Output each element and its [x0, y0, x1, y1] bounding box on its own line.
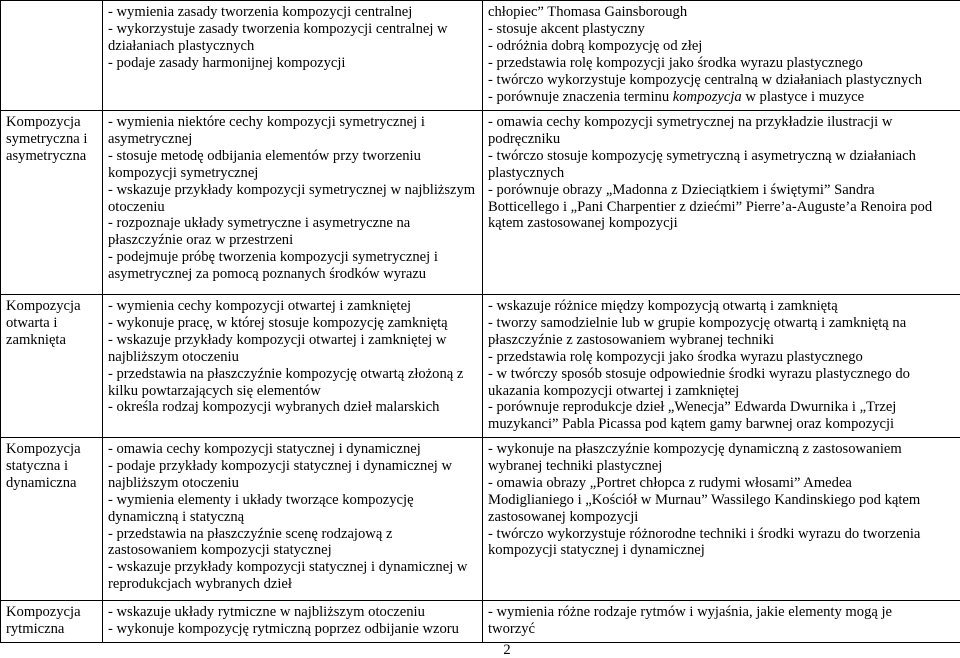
- topic-label: Kompozycja otwarta i zamknięta: [6, 298, 81, 348]
- requirement-item: - stosuje metodę odbijania elementów przy tworzeniu kompozycji symetrycznej: [108, 148, 480, 182]
- requirement-item: - przedstawia rolę kompozycji jako środka wyrazu plastycznego: [488, 55, 960, 72]
- requirement-item: - wymienia różne rodzaje rytmów i wyjaśnia, jakie elementy mogą je: [488, 604, 960, 621]
- basic-requirements-cell: [103, 111, 483, 295]
- requirement-item: - przedstawia na płaszczyźnie scenę rodzajową z zastosowaniem kompozycji statycznej: [108, 526, 480, 560]
- table-row: [1, 438, 960, 601]
- requirement-item: - omawia cechy kompozycji statycznej i dynamicznej: [108, 441, 480, 458]
- requirement-item: - wskazuje różnice między kompozycją otwartą i zamkniętą: [488, 298, 960, 315]
- requirement-item: Modiglianiego i „Kościół w Murnau” Wassilego Kandinskiego pod kątem: [488, 492, 960, 509]
- requirement-item: - porównuje obrazy „Madonna z Dzieciątkiem i świętymi” Sandra: [488, 182, 960, 199]
- topic-label: Kompozycja symetryczna i asymetryczna: [6, 114, 87, 164]
- requirement-item: - odróżnia dobrą kompozycję od złej: [488, 38, 960, 55]
- requirement-item: wybranej techniki plastycznej: [488, 458, 960, 475]
- requirement-item: - twórczo stosuje kompozycję symetryczną i asymetryczną w działaniach: [488, 148, 960, 165]
- requirement-item: - wykonuje pracę, w której stosuje kompozycję zamkniętą: [108, 315, 480, 332]
- requirement-item: - w twórczy sposób stosuje odpowiednie środki wyrazu plastycznego do: [488, 366, 960, 383]
- requirement-item: - wymienia zasady tworzenia kompozycji centralnej: [108, 4, 480, 21]
- table-row: [1, 1, 960, 111]
- requirement-item: - porównuje znaczenia terminu kompozycja w plastyce i muzyce: [488, 89, 960, 106]
- requirement-item: - określa rodzaj kompozycji wybranych dzieł malarskich: [108, 399, 480, 416]
- requirement-item: - wskazuje przykłady kompozycji statycznej i dynamicznej w reprodukcjach wybranych dzieł: [108, 559, 480, 593]
- requirement-item: - omawia cechy kompozycji symetrycznej na przykładzie ilustracji w: [488, 114, 960, 131]
- requirement-item: - tworzy samodzielnie lub w grupie kompozycję otwartą i zamkniętą na: [488, 315, 960, 332]
- page-number: 2: [0, 643, 960, 657]
- table-row: [1, 295, 960, 438]
- requirement-item: - wymienia cechy kompozycji otwartej i zamkniętej: [108, 298, 480, 315]
- italic-term: kompozycja: [673, 89, 742, 105]
- basic-requirements-cell: [103, 1, 483, 111]
- requirement-item: - twórczo wykorzystuje różnorodne techniki i środki wyrazu do tworzenia: [488, 526, 960, 543]
- requirement-item: - twórczo wykorzystuje kompozycję centralną w działaniach plastycznych: [488, 72, 960, 89]
- requirement-item: płaszczyźnie z zastosowaniem wybranej techniki: [488, 332, 960, 349]
- requirement-item: - podejmuje próbę tworzenia kompozycji symetrycznej i asymetrycznej za pomocą poznanych środków wyrazu: [108, 249, 480, 283]
- requirement-item: muzykanci” Pabla Picassa pod kątem gamy barwnej oraz kompozycji: [488, 416, 960, 433]
- basic-requirements-cell: [103, 295, 483, 438]
- requirement-item: - przedstawia rolę kompozycji jako środka wyrazu plastycznego: [488, 349, 960, 366]
- requirement-item: - wykorzystuje zasady tworzenia kompozycji centralnej w działaniach plastycznych: [108, 21, 480, 55]
- requirement-item: zastosowanej kompozycji: [488, 509, 960, 526]
- requirement-item: ukazania kompozycji otwartej i zamkniętej: [488, 383, 960, 400]
- requirement-item: - wskazuje przykłady kompozycji otwartej i zamkniętej w najbliższym otoczeniu: [108, 332, 480, 366]
- requirement-item: Botticellego i „Pani Charpentier z dziećmi” Pierre’a-Auguste’a Renoira pod: [488, 199, 960, 216]
- requirement-item: chłopiec” Thomasa Gainsborough: [488, 4, 960, 21]
- requirement-item: - podaje przykłady kompozycji statycznej i dynamicznej w najbliższym otoczeniu: [108, 458, 480, 492]
- requirement-item: kątem zastosowanej kompozycji: [488, 215, 960, 232]
- topic-label: Kompozycja rytmiczna: [6, 604, 81, 637]
- requirement-item: - stosuje akcent plastyczny: [488, 21, 960, 38]
- requirement-item: - wskazuje przykłady kompozycji symetrycznej w najbliższym otoczeniu: [108, 182, 480, 216]
- table-row: [1, 601, 960, 643]
- extended-requirements-cell: [483, 295, 960, 438]
- requirement-item: - wykonuje kompozycję rytmiczną poprzez odbijanie wzoru: [108, 621, 480, 638]
- requirement-item: podręczniku: [488, 131, 960, 148]
- requirement-item: - wskazuje układy rytmiczne w najbliższym otoczeniu: [108, 604, 480, 621]
- requirement-item: - podaje zasady harmonijnej kompozycji: [108, 55, 480, 72]
- topic-cell: [1, 1, 103, 111]
- requirement-item: - wymienia elementy i układy tworzące kompozycję dynamiczną i statyczną: [108, 492, 480, 526]
- extended-requirements-cell: [483, 1, 960, 111]
- requirement-item: kompozycji statycznej i dynamicznej: [488, 542, 960, 559]
- requirement-item: - przedstawia na płaszczyźnie kompozycję otwartą złożoną z kilku powtarzających się elementów: [108, 366, 480, 400]
- requirement-item: - wykonuje na płaszczyźnie kompozycję dynamiczną z zastosowaniem: [488, 441, 960, 458]
- extended-requirements-cell: [483, 438, 960, 601]
- requirement-item: tworzyć: [488, 621, 960, 638]
- basic-requirements-cell: [103, 601, 483, 643]
- basic-requirements-cell: [103, 438, 483, 601]
- topic-cell: [1, 295, 103, 438]
- requirement-item: - rozpoznaje układy symetryczne i asymetryczne na płaszczyźnie oraz w przestrzeni: [108, 215, 480, 249]
- requirement-item: plastycznych: [488, 165, 960, 182]
- requirement-item: - omawia obrazy „Portret chłopca z rudymi włosami” Amedea: [488, 475, 960, 492]
- topic-cell: [1, 111, 103, 295]
- topic-cell: [1, 438, 103, 601]
- extended-requirements-cell: [483, 601, 960, 643]
- requirement-item: - porównuje reprodukcje dzieł „Wenecja” Edwarda Dwurnika i „Trzej: [488, 399, 960, 416]
- topic-label: Kompozycja statyczna i dynamiczna: [6, 441, 81, 491]
- extended-requirements-cell: [483, 111, 960, 295]
- requirement-item: - wymienia niektóre cechy kompozycji symetrycznej i asymetrycznej: [108, 114, 480, 148]
- topic-cell: [1, 601, 103, 643]
- table-row: [1, 111, 960, 295]
